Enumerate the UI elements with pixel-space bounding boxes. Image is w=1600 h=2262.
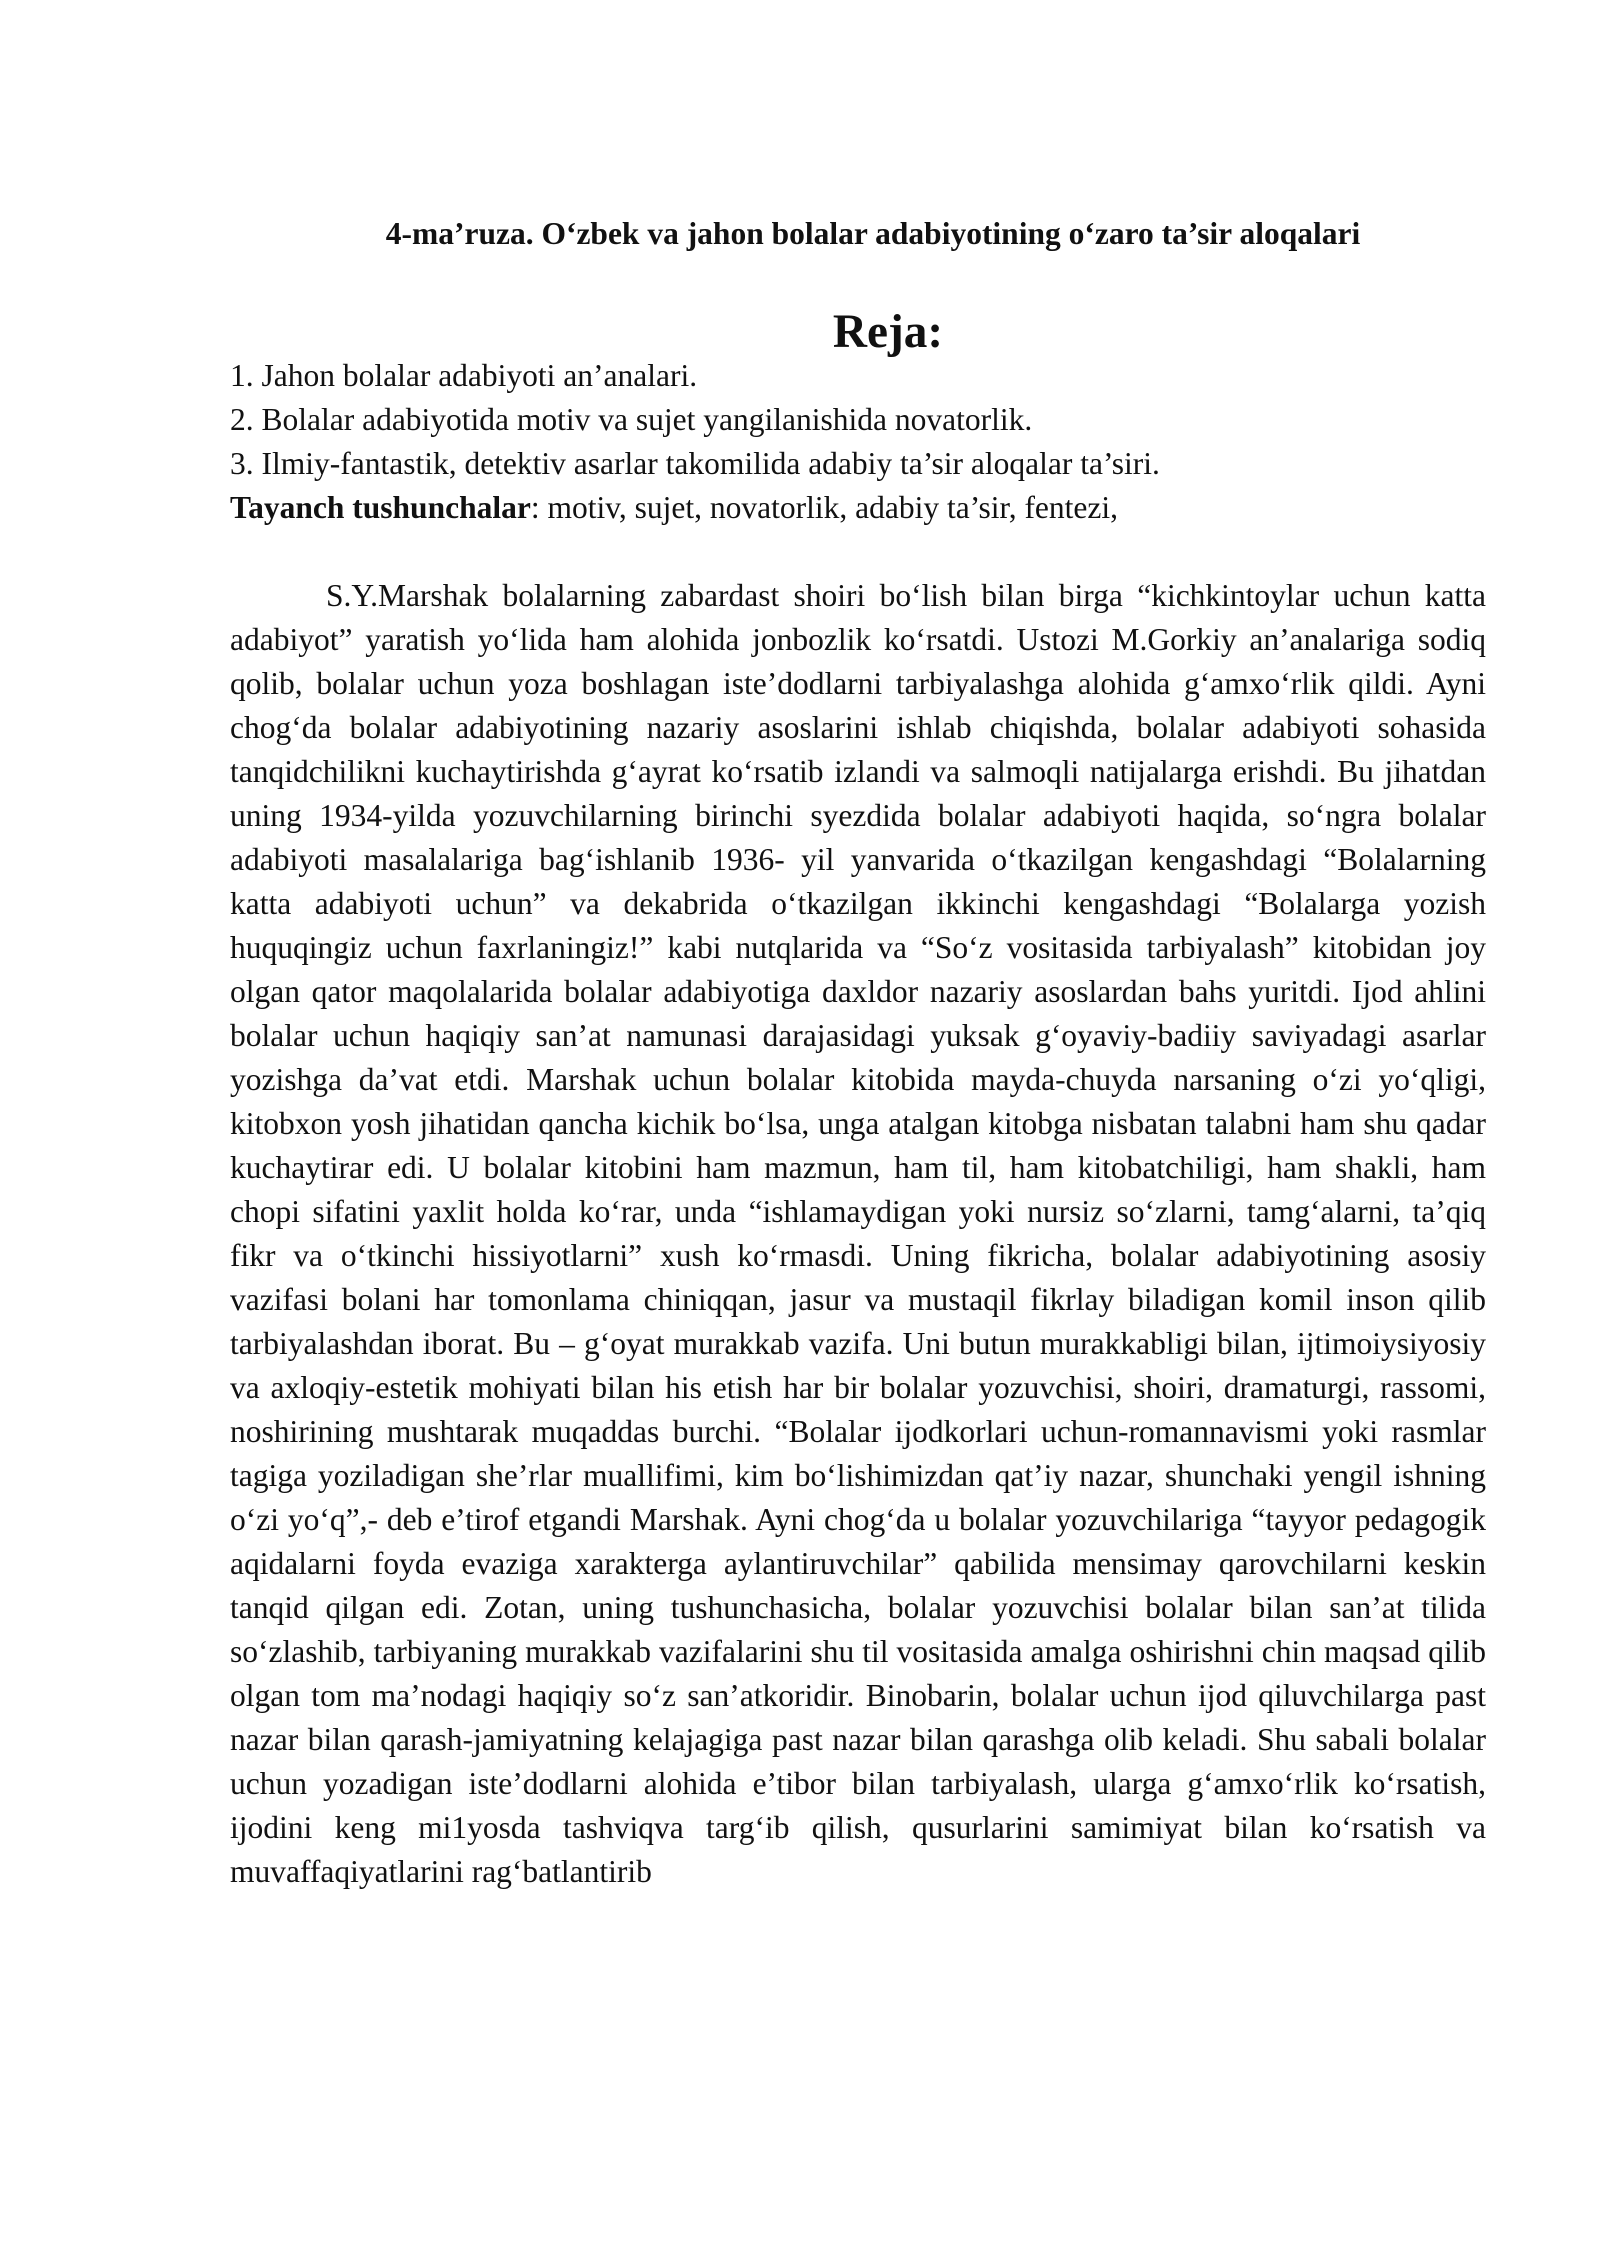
keywords-line <box>230 486 1486 530</box>
plan-item: 3. Ilmiy-fantastik, detektiv asarlar takomilida adabiy ta’sir aloqalar ta’siri. <box>230 446 1160 481</box>
plan-heading: Reja: <box>832 306 944 358</box>
document-page <box>230 212 1486 1894</box>
plan-item: 1. Jahon bolalar adabiyoti an’analari. <box>230 358 698 393</box>
body-paragraph: S.Y.Marshak bolalarning zabardast shoiri bo‘lish bilan birga “kichkintoylar uchun katta adabiyot” yaratish yo‘lida ham alohida jonbozlik ko‘rsatdi. Ustozi M.Gorkiy an’analariga sodiq qolib, bolalar uchun yoza boshlagan iste’dodlarni tarbiyalashga alohida g‘amxo‘rlik qildi. Ayni chog‘da bolalar adabiyotining nazariy asoslarini ishlab chiqishda, bolalar adabiyoti sohasida tanqidchilikni kuchaytirishda g‘ayrat ko‘rsatib izlandi va salmoqli natijalarga erishdi. Bu jihatdan uning 1934-yilda yozuvchilarning birinchi syezdida bolalar adabiyoti haqida, so‘ngra bolalar adabiyoti masalalariga bag‘ishlanib 1936- yil yanvarida o‘tkazilgan kengashdagi “Bolalarning katta adabiyoti uchun” va dekabrida o‘tkazilgan ikkinchi kengashdagi “Bolalarga yozish huquqingiz uchun faxrlaningiz!” kabi nutqlarida va “So‘z vositasida tarbiyalash” kitobidan joy olgan qator maqolalarida bolalar adabiyotiga daxldor nazariy asoslardan bahs yuritdi. Ijod ahlini bolalar uchun haqiqiy san’at namunasi darajasidagi yuksak g‘oyaviy-badiiy saviyadagi asarlar yozishga da’vat etdi. Marshak uchun bolalar kitobida mayda-chuyda narsaning o‘zi yo‘qligi, kitobxon yosh jihatidan qancha kichik bo‘lsa, unga atalgan kitobga nisbatan talabni ham shu qadar kuchaytirar edi. U bolalar kitobini ham mazmun, ham til, ham kitobatchiligi, ham shakli, ham chopi sifatini yaxlit holda ko‘rar, unda “ishlamaydigan yoki nursiz so‘zlarni, tamg‘alarni, ta’qiq fikr va o‘tkinchi hissiyotlarni” xush ko‘rmasdi. Uning fikricha, bolalar adabiyotining asosiy vazifasi bolani har tomonlama chiniqqan, jasur va mustaqil fikrlay biladigan komil inson qilib tarbiyalashdan iborat. Bu – g‘oyat murakkab vazifa. Uni butun murakkabligi bilan, ijtimoiysiyosiy va axloqiy-estetik mohiyati bilan his etish har bir bolalar yozuvchisi, shoiri, dramaturgi, rassomi, noshirining mushtarak muqaddas burchi. “Bolalar ijodkorlari uchun-romannavismi yoki rasmlar tagiga yoziladigan she’rlar muallifimi, kim bo‘lishimizdan qat’iy nazar, shunchaki yengil ishning o‘zi yo‘q”,- deb e’tirof etgandi Marshak. Ayni chog‘da u bolalar yozuvchilariga “tayyor pedagogik aqidalarni foyda evaziga xarakterga aylantiruvchilar” qabilida mensimay qarovchilarni keskin tanqid qilgan edi. Zotan, uning tushunchasicha, bolalar yozuvchisi bolalar bilan san’at tilida so‘zlashib, tarbiyaning murakkab vazifalarini shu til vositasida amalga oshirishni chin maqsad qilib olgan tom ma’nodagi haqiqiy so‘z san’atkoridir. Binobarin, bolalar uchun ijod qiluvchilarga past nazar bilan qarash-jamiyatning kelajagiga past nazar bilan qarashga olib keladi. Shu sabali bolalar uchun yozadigan iste’dodlarni alohida e’tibor bilan tarbiyalash, ularga g‘amxo‘rlik ko‘rsatish, ijodini keng mi1yosda tashviqva targ‘ib qilish, qusurlarini samimiyat bilan ko‘rsatish va muvaffaqiyatlarini rag‘batlantirib <box>230 578 1486 1889</box>
keywords-text: : motiv, sujet, novatorlik, adabiy ta’sir, fentezi, <box>530 490 1119 525</box>
keywords-label: Tayanch tushunchalar <box>230 490 531 525</box>
plan-list <box>230 354 1486 486</box>
lecture-title: 4-ma’ruza. O‘zbek va jahon bolalar adabiyotining o‘zaro ta’sir aloqalari <box>385 216 1361 251</box>
plan-item: 2. Bolalar adabiyotida motiv va sujet yangilanishida novatorlik. <box>230 402 1033 437</box>
